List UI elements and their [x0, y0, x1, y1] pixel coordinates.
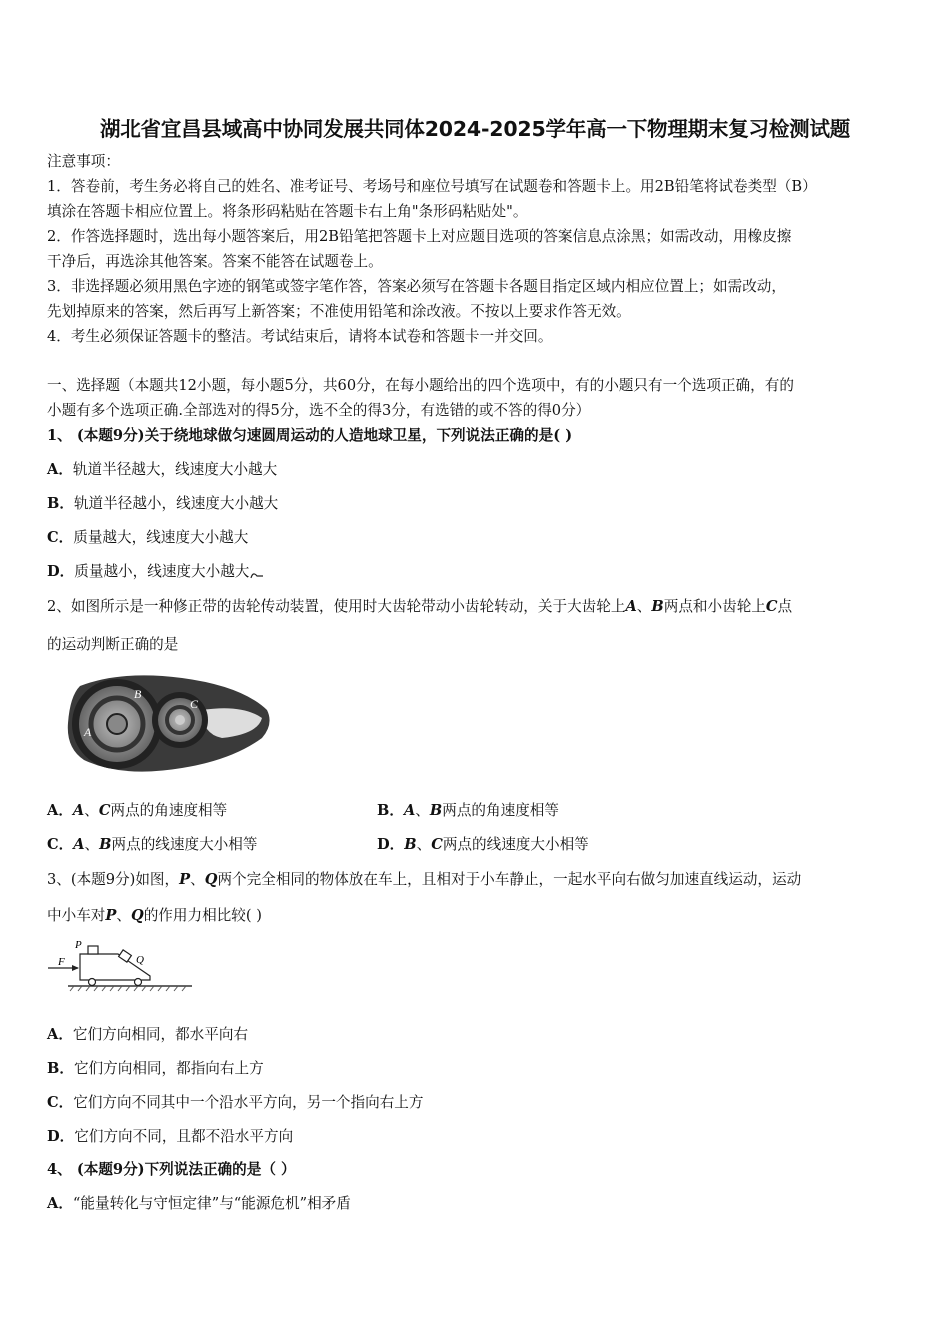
gear-figure [62, 668, 274, 780]
section-heading: 一、选择题（本题共12小题，每小题5分，共60分，在每小题给出的四个选项中，有的小题只有一个选项正确，有的 [47, 377, 794, 394]
figure-label-q: Q [136, 954, 144, 966]
point-b-label: B [651, 598, 664, 615]
option-text: 两点的线速度大小相等 [111, 836, 258, 853]
option-label: A． [47, 802, 73, 819]
object-q-label: Q [130, 907, 144, 924]
q3-option-c [47, 1093, 423, 1113]
q2-option-a [47, 801, 227, 821]
option-text: 轨道半径越小，线速度大小越大 [73, 495, 279, 512]
notice-line: 2．作答选择题时，选出每小题答案后，用2B铅笔把答题卡上对应题目选项的答案信息点涂黑；如需改动，用橡皮擦 [47, 228, 792, 245]
point-label: A [403, 802, 416, 819]
q3-option-a [47, 1025, 248, 1045]
mark-icon [249, 568, 265, 580]
option-text: 它们方向不同，且都不沿水平方向 [74, 1128, 294, 1145]
option-label: B． [47, 495, 74, 512]
point-label: B [429, 802, 443, 819]
option-label: C． [47, 529, 74, 546]
q2-option-d [377, 835, 589, 855]
q2-option-b [377, 801, 559, 821]
option-label: C． [47, 1094, 74, 1111]
option-text: 它们方向相同，都指向右上方 [73, 1060, 264, 1077]
cart-figure [46, 936, 196, 994]
notice-line: 4．考生必须保证答题卡的整洁。考试结束后，请将本试卷和答题卡一并交回。 [47, 328, 553, 345]
notice-line: 干净后，再选涂其他答案。答案不能答在试题卷上。 [47, 253, 383, 270]
q2-stem-text: 两点和小齿轮上 [663, 598, 766, 615]
separator: 、 [190, 871, 205, 888]
figure-label-c: C [190, 697, 199, 711]
q2-stem-text: 点 [777, 598, 793, 615]
notice-line: 填涂在答题卡相应位置上。将条形码粘贴在答题卡右上角"条形码粘贴处"。 [47, 203, 528, 220]
separator: 、 [84, 802, 99, 819]
option-text: 质量越小，线速度大小越大 [74, 563, 250, 580]
q2-stem-text: 2、如图所示是一种修正带的齿轮传动装置，使用时大齿轮带动小齿轮转动，关于大齿轮上 [47, 598, 626, 615]
q2-stem-line2: 的运动判断正确的是 [47, 636, 179, 653]
option-text: 质量越大，线速度大小越大 [73, 529, 249, 546]
option-label: D． [47, 1128, 75, 1145]
option-label: D． [47, 563, 75, 580]
point-label: C [431, 836, 443, 853]
option-text: “能量转化与守恒定律”与“能源危机”相矛盾 [72, 1195, 351, 1212]
page-title: 湖北省宜昌县域高中协同发展共同体2024-2025学年高一下物理期末复习检测试题 [99, 117, 851, 141]
point-c-label: C [765, 598, 778, 615]
point-label: B [404, 836, 417, 853]
option-label: B． [47, 1060, 74, 1077]
point-label: C [98, 802, 111, 819]
q4-stem: 4、 (本题9分)下列说法正确的是（ ） [47, 1161, 296, 1178]
option-label: A． [47, 461, 73, 478]
point-label: A [73, 836, 85, 853]
option-label: B． [377, 802, 404, 819]
object-p-label: P [105, 907, 117, 924]
option-label: C． [47, 836, 74, 853]
figure-label-b: B [134, 687, 142, 701]
q3-option-d [47, 1127, 293, 1147]
notice-line: 1．答卷前，考生务必将自己的姓名、准考证号、考场号和座位号填写在试题卷和答题卡上。用2B铅笔将试卷类型（B） [47, 178, 817, 195]
cart-wheel [135, 979, 142, 986]
option-text: 两点的角速度相等 [110, 802, 228, 819]
option-text: 两点的线速度大小相等 [442, 836, 589, 853]
force-arrowhead [72, 965, 79, 971]
point-label: A [72, 802, 85, 819]
separator: 、 [415, 802, 430, 819]
q1-option-a [47, 460, 277, 480]
option-text: 轨道半径越大，线速度大小越大 [72, 461, 278, 478]
object-p-label: P [179, 871, 191, 888]
notice-heading: 注意事项： [47, 153, 120, 170]
q3-stem-text: 中小车对 [47, 907, 106, 924]
q1-stem: 1、 (本题9分)关于绕地球做匀速圆周运动的人造地球卫星，下列说法正确的是( ) [47, 427, 573, 444]
q3-stem-text: 两个完全相同的物体放在车上，且相对于小车静止，一起水平向右做匀加速直线运动，运动 [217, 871, 802, 888]
q3-option-b [47, 1059, 264, 1079]
notice-line: 3．非选择题必须用黑色字迹的钢笔或签字笔作答，答案必须写在答题卡各题目指定区域内相应位置上；如需改动， [47, 278, 786, 295]
small-gear-hub [175, 715, 185, 725]
q2-stem [47, 597, 792, 617]
q3-stem-text: 的作用力相比较( ) [143, 907, 262, 924]
q3-stem [47, 870, 801, 890]
section-heading-cont: 小题有多个选项正确.全部选对的得5分，选不全的得3分，有选错的或不答的得0分） [47, 402, 591, 419]
option-label: A． [47, 1026, 73, 1043]
large-gear-hub [107, 714, 127, 734]
option-text: 两点的角速度相等 [442, 802, 559, 819]
point-a-label: A [625, 598, 637, 615]
q3-stem-line2 [47, 906, 262, 926]
option-label: D． [377, 836, 405, 853]
q1-option-c [47, 528, 248, 548]
separator: 、 [416, 836, 432, 853]
figure-label-f: F [58, 956, 65, 968]
q4-option-a [47, 1194, 351, 1214]
block-p [88, 946, 98, 954]
notice-line: 先划掉原来的答案，然后再写上新答案；不准使用铅笔和涂改液。不按以上要求作答无效。 [47, 303, 631, 320]
separator: 、 [116, 907, 131, 924]
figure-label-p: P [75, 939, 82, 951]
q1-option-d [47, 562, 265, 582]
option-label: A． [47, 1195, 73, 1212]
object-q-label: Q [204, 871, 218, 888]
q2-option-c [47, 835, 257, 855]
figure-label-a: A [84, 725, 92, 739]
q3-stem-text: 3、(本题9分)如图， [47, 871, 180, 888]
option-text: 它们方向相同，都水平向右 [72, 1026, 249, 1043]
q1-option-b [47, 494, 278, 514]
point-label: B [99, 836, 112, 853]
separator: 、 [636, 598, 652, 615]
separator: 、 [84, 836, 100, 853]
cart-wheel [89, 979, 96, 986]
option-text: 它们方向不同其中一个沿水平方向，另一个指向右上方 [73, 1094, 424, 1111]
